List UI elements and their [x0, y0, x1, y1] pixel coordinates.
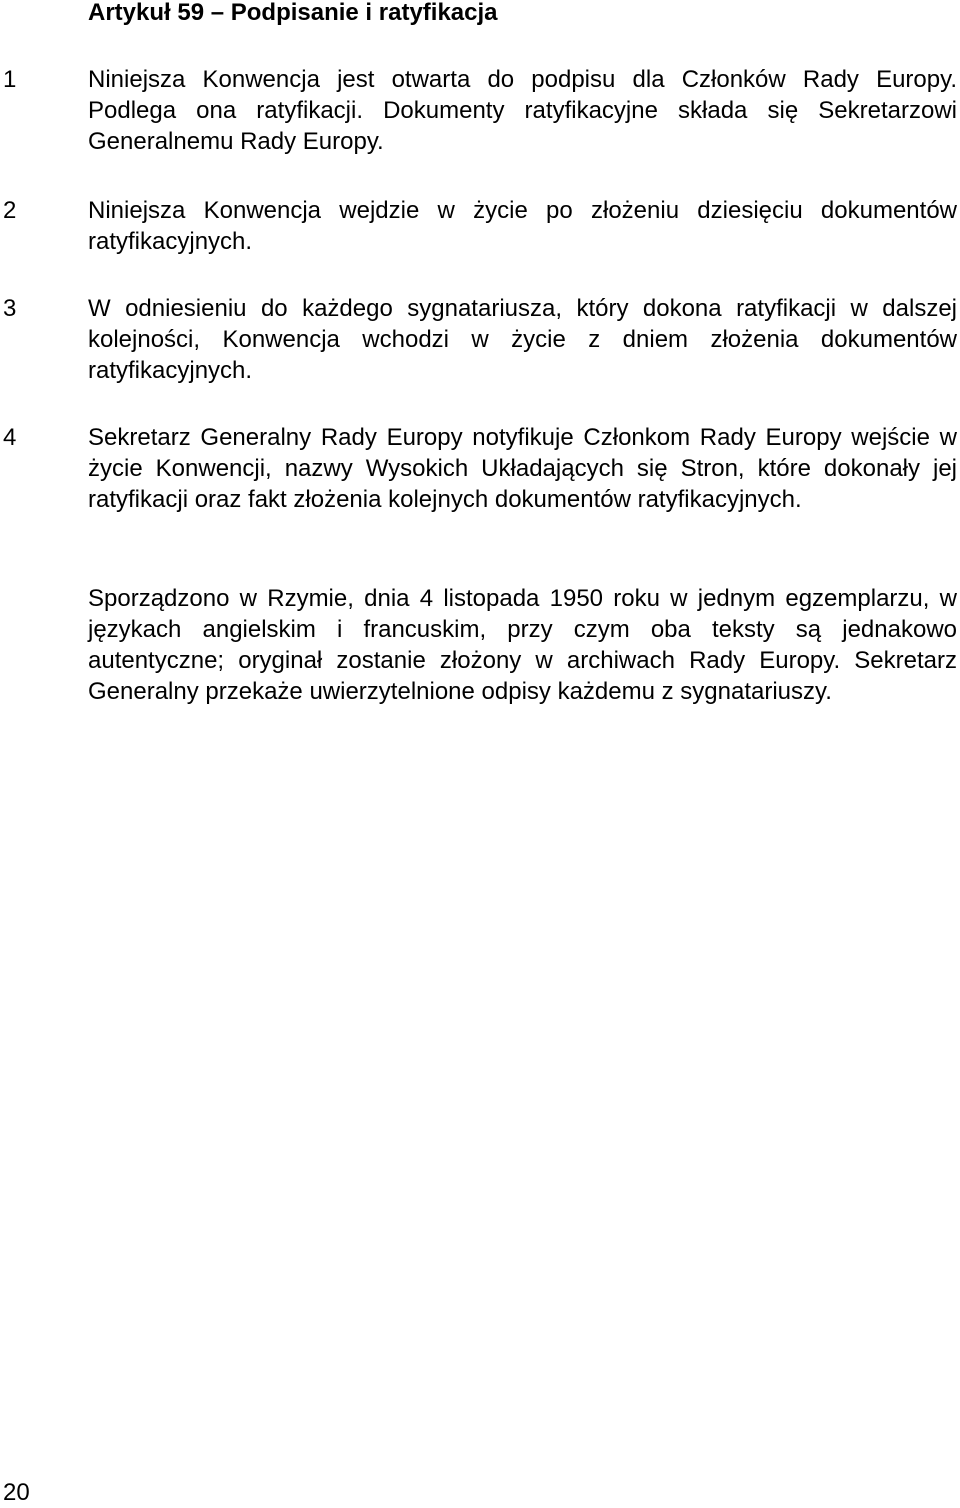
paragraph-text: Niniejsza Konwencja wejdzie w życie po złożeniu dziesięciu dokumentów ratyfikacyjnych. — [88, 197, 957, 255]
paragraph-text: Niniejsza Konwencja jest otwarta do podpisu dla Członków Rady Europy. Podlega ona ratyfikacji. Dokumenty ratyfikacyjne składa się Sekretarzowi Generalnemu Rady Europy. — [88, 66, 957, 155]
paragraph-text: W odniesieniu do każdego sygnatariusza, który dokona ratyfikacji w dalszej kolejności, Konwencja wchodzi w życie z dniem złożenia dokumentów ratyfikacyjnych. — [88, 295, 957, 384]
closing-text: Sporządzono w Rzymie, dnia 4 listopada 1950 roku w jednym egzemplarzu, w językach angielskim i francuskim, przy czym oba teksty są jednakowo autentyczne; oryginał zostanie złożony w archiwach Rady Europy. Sekretarz Generalny przekaże uwierzytelnione odpisy każdemu z sygnatariuszy. — [88, 585, 957, 705]
paragraph-number: 3 — [3, 295, 17, 322]
paragraph-number: 2 — [3, 197, 17, 224]
article-heading: Artykuł 59 – Podpisanie i ratyfikacja — [88, 0, 498, 26]
paragraph-2 — [0, 195, 960, 257]
paragraph-4 — [0, 422, 960, 515]
paragraph-1 — [0, 64, 960, 157]
page-number: 20 — [3, 1479, 30, 1506]
closing-paragraph — [0, 583, 960, 707]
paragraph-text: Sekretarz Generalny Rady Europy notyfikuje Członkom Rady Europy wejście w życie Konwencji, nazwy Wysokich Układających się Stron, które dokonały jej ratyfikacji oraz fakt złożenia kolejnych dokumentów ratyfikacyjnych. — [88, 424, 957, 513]
paragraph-number: 4 — [3, 424, 17, 451]
paragraph-3 — [0, 293, 960, 386]
paragraph-number: 1 — [3, 66, 17, 93]
